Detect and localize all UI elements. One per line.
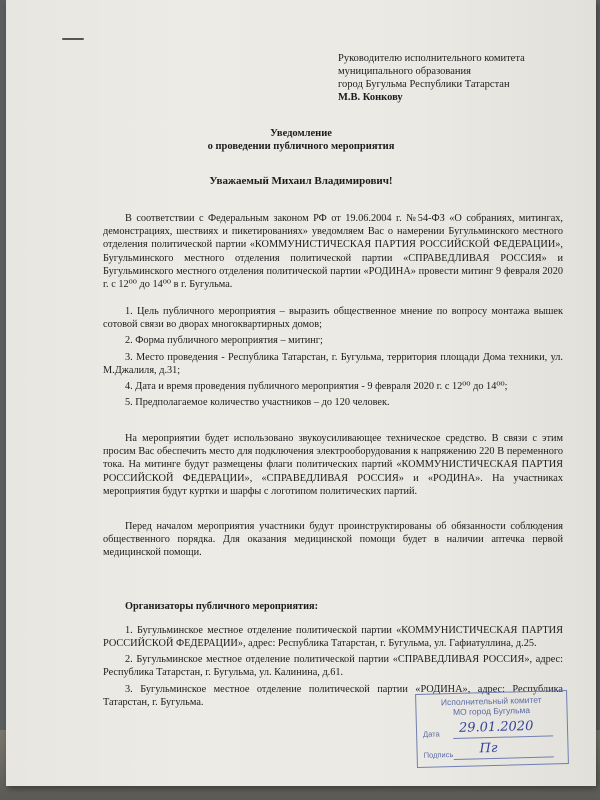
list-item: 2. Форма публичного мероприятия – митинг; xyxy=(125,335,323,347)
stamp-org-line-2: МО город Бугульма xyxy=(452,704,531,718)
stamp-sign-label: Подпись xyxy=(423,750,454,760)
recipient-line-3: город Бугульма Республики Татарстан xyxy=(338,79,510,90)
staple-mark xyxy=(62,38,84,40)
stamp-date-line xyxy=(453,735,553,739)
recipient-line-2: муниципального образования xyxy=(338,66,471,77)
document-title: Уведомление xyxy=(270,128,332,139)
order-text: Перед началом мероприятия участники будут проинструктированы об обязанности соблюдения общественного порядка. Для оказания медицинской помощи будет в наличии аптечка первой медицинской помощи. xyxy=(103,521,563,559)
organizer-item: 2. Бугульминское местное отделение политической партии «СПРАВЕДЛИВАЯ РОССИЯ», адрес: Республика Татарстан, г. Бугульма, ул. Калинина, д.61. xyxy=(103,654,563,679)
list-item: 1. Цель публичного мероприятия – выразить общественное мнение по вопросу монтажа вышек сотовой связи во дворах многоквартирных домов; xyxy=(103,306,563,331)
items-list xyxy=(103,305,563,412)
order-paragraph xyxy=(103,520,563,560)
registration-stamp xyxy=(415,690,569,768)
stamp-date-label: Дата xyxy=(422,729,440,739)
document-subtitle: о проведении публичного мероприятия xyxy=(207,141,395,152)
stamp-signature: Пг xyxy=(479,740,498,757)
organizers-title: Организаторы публичного мероприятия: xyxy=(125,601,319,613)
recipient-line-1: Руководителю исполнительного комитета xyxy=(338,53,525,64)
list-item: 3. Место проведения - Республика Татарстан, г. Бугульма, территория площади Дома техники, ул. М.Джалиля, д.31; xyxy=(103,351,563,376)
intro-paragraph xyxy=(103,212,563,291)
list-item: 5. Предполагаемое количество участников – до 120 человек. xyxy=(125,397,390,409)
stamp-date-value: 29.01.2020 xyxy=(458,718,534,736)
list-item: 4. Дата и время проведения публичного мероприятия - 9 февраля 2020 г. с 12⁰⁰ до 14⁰⁰; xyxy=(125,381,508,393)
recipient-name: М.В. Конкову xyxy=(338,92,403,103)
organizer-item: 1. Бугульминское местное отделение политической партии «КОММУНИСТИЧЕСКАЯ ПАРТИЯ РОССИЙСКОЙ ФЕДЕРАЦИИ», адрес: Республика Татарстан, г. Бугульма, ул. Гафиатуллина, д.25. xyxy=(103,624,563,649)
intro-text: В соответствии с Федеральным законом РФ от 19.06.2004 г. №54-ФЗ «О собраниях, митингах, демонстрациях, шествиях и пикетированиях» уведомляем Вас о намерении Бугульминского местного отделения политической партии «КОММУНИСТИЧЕСКАЯ ПАРТИЯ РОССИЙСКОЙ ФЕДЕРАЦИИ», Бугульминского местного отделения политической партии «СПРАВЕДЛИВАЯ РОССИЯ» и Бугульминского местного отделения политической партии «РОДИНА» провести митинг 9 февраля 2020 г. с 12⁰⁰ до 14⁰⁰ в г. Бугульма. xyxy=(103,213,563,291)
recipient-block xyxy=(338,52,588,104)
stamp-org-line-1: Исполнительный комитет xyxy=(440,694,542,708)
document-page xyxy=(6,0,596,786)
greeting: Уважаемый Михаил Владимирович! xyxy=(209,175,393,187)
equipment-text: На мероприятии будет использовано звукоусиливающее техническое средство. В связи с этим просим Вас обеспечить место для подключения электрооборудования к напряжению 220 В переменного тока. На митинге будут размещены флаги политических партий «КОММУНИСТИЧЕСКАЯ ПАРТИЯ РОССИЙСКОЙ ФЕДЕРАЦИИ», «СПРАВЕДЛИВАЯ РОССИЯ» и «РОДИНА». На участниках мероприятия будут куртки и шарфы с логотипом политических партий. xyxy=(103,433,563,497)
stamp-sign-line xyxy=(454,756,554,760)
equipment-paragraph xyxy=(103,432,563,498)
organizer-item: 3. Бугульминское местное отделение политической партии «РОДИНА», адрес: Республика Татарстан, г. Бугульма. xyxy=(103,683,563,708)
